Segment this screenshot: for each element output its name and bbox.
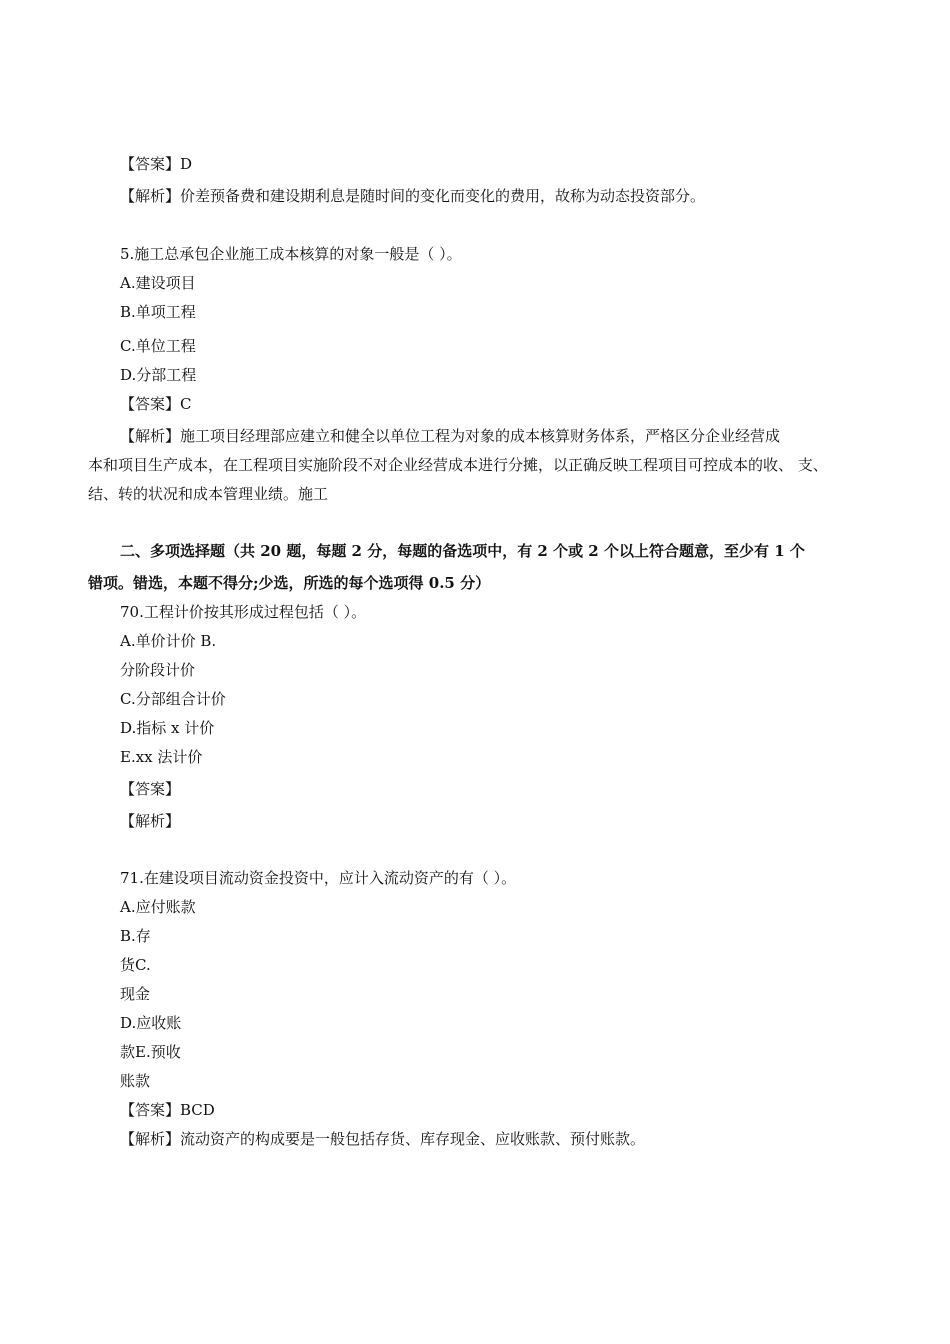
- answer-70: 【答案】: [120, 780, 181, 798]
- q71-option-d-e: 款E.预收: [120, 1043, 181, 1061]
- analysis-5-line-1: 【解析】施工项目经理部应建立和健全以单位工程为对象的成本核算财务体系，严格区分企业经营成: [120, 427, 781, 445]
- question-5: 5.施工总承包企业施工成本核算的对象一般是（ ）。: [120, 245, 462, 263]
- section-heading-line-2: 错项。错选，本题不得分;少选，所选的每个选项得 0.5 分）: [88, 574, 491, 592]
- section-heading-line-1: 二、多项选择题（共 20 题，每题 2 分，每题的备选项中，有 2 个或 2 个以上符合题意，至少有 1 个: [120, 542, 805, 560]
- question-71: 71.在建设项目流动资金投资中，应计入流动资产的有（ ）。: [120, 869, 517, 887]
- q5-option-b: B.单项工程: [120, 303, 196, 321]
- question-70: 70.工程计价按其形成过程包括（ ）。: [120, 603, 367, 621]
- q71-option-b: B.存: [120, 927, 151, 945]
- q70-option-d: D.指标 x 计价: [120, 719, 215, 737]
- q71-option-a: A.应付账款: [120, 898, 196, 916]
- q71-option-c-text: 现金: [120, 985, 151, 1003]
- q5-option-d: D.分部工程: [120, 366, 197, 384]
- answer-71: 【答案】BCD: [120, 1101, 215, 1119]
- analysis-5-line-2: 本和项目生产成本，在工程项目实施阶段不对企业经营成本进行分摊，以正确反映工程项目可控成本的收、 支、: [88, 456, 828, 474]
- answer-4: 【答案】D: [120, 155, 193, 173]
- q71-option-d: D.应收账: [120, 1014, 182, 1032]
- analysis-70: 【解析】: [120, 812, 181, 830]
- q70-option-a-b: A.单价计价 B.: [120, 632, 217, 650]
- q71-option-b-c: 货C.: [120, 956, 151, 974]
- q5-option-a: A.建设项目: [120, 274, 196, 292]
- q71-option-e-text: 账款: [120, 1072, 151, 1090]
- answer-5: 【答案】C: [120, 395, 192, 413]
- q5-option-c: C.单位工程: [120, 337, 196, 355]
- q70-option-b-text: 分阶段计价: [120, 661, 196, 679]
- analysis-5-line-3: 结、转的状况和成本管理业绩。施工: [88, 485, 329, 503]
- analysis-71: 【解析】流动资产的构成要是一般包括存货、库存现金、应收账款、预付账款。: [120, 1130, 646, 1148]
- analysis-4: 【解析】价差预备费和建设期利息是随时间的变化而变化的费用，故称为动态投资部分。: [120, 187, 706, 205]
- q70-option-e: E.xx 法计价: [120, 748, 203, 766]
- q70-option-c: C.分部组合计价: [120, 690, 226, 708]
